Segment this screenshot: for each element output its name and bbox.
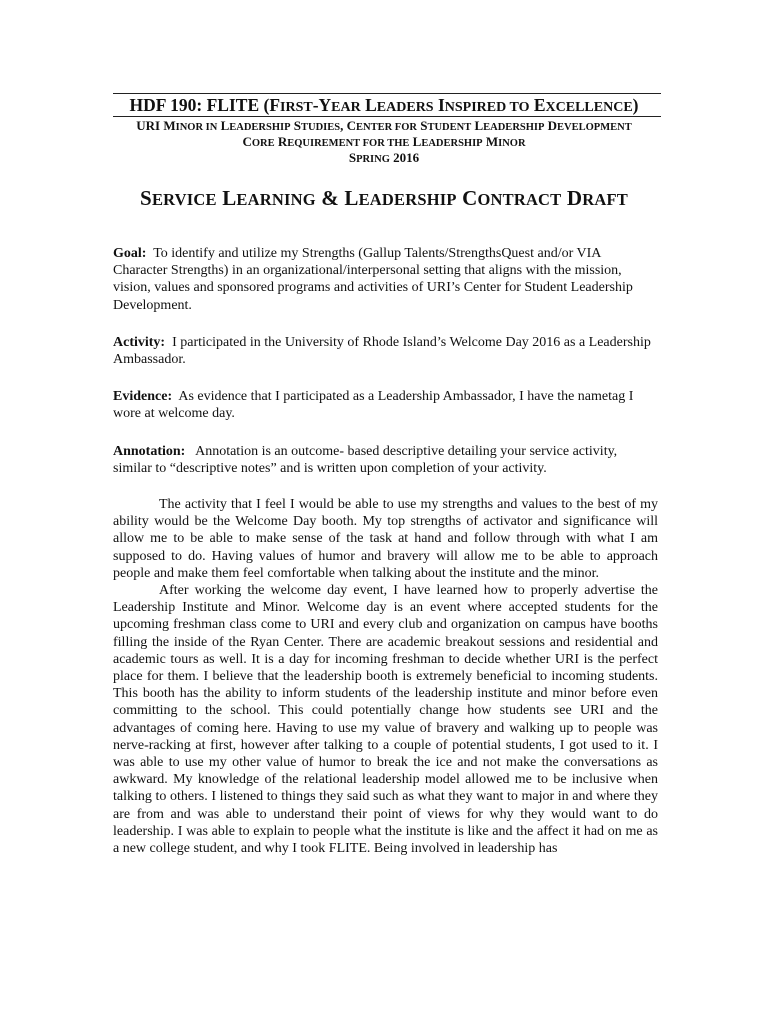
requirement-subtitle: CORE REQUIREMENT FOR THE LEADERSHIP MINOR — [242, 134, 526, 149]
activity-text: I participated in the University of Rhode Island’s Welcome Day 2016 as a Leadership Ambassador. — [113, 335, 651, 368]
document-title: SERVICE LEARNING & LEADERSHIP CONTRACT DRAFT — [140, 186, 628, 210]
program-subtitle: URI MINOR IN LEADERSHIP STUDIES, CENTER FOR STUDENT LEADERSHIP DEVELOPMENT — [136, 118, 632, 133]
goal-text: To identify and utilize my Strengths (Gallup Talents/StrengthsQuest and/or VIA Character Strengths) in an organizational/interpersonal setting that aligns with the mission, vision, values and sponsored programs and activities of URI’s Center for Student Leadership Development. — [113, 246, 633, 313]
annotation-text: Annotation is an outcome- based descriptive detailing your service activity, similar to “descriptive notes” and is written upon completion of your activity. — [113, 444, 618, 477]
course-title: HDF 190: FLITE (FIRST-YEAR LEADERS INSPIRED TO EXCELLENCE) — [129, 95, 639, 115]
header-top-rule — [113, 93, 661, 94]
essay-paragraph-1: The activity that I feel I would be able to use my strengths and values to the best of my ability would be the Welcome Day booth. My top strengths of activator and significance will allow me to be able to make sense of the task at hand and follow through with what I am supposed to do. Having values of humor and bravery will allow me to be able to approach people and make them feel comfortable when talking about the institute and the minor. — [113, 497, 658, 581]
essay-paragraph-2: After working the welcome day event, I have learned how to properly advertise the Leadership Institute and Minor. Welcome day is an event where accepted students for the upcoming freshman class come to URI and every club and organization on campus have booths filling the inside of the Ryan Center. There are academic breakout sessions and residential and academic tours as well. It is a day for incoming freshman to decide whether URI is the perfect place for them. I believe that the leadership booth is extremely beneficial to incoming students. This booth has the ability to inform students of the leadership institute and minor before even committing to the school. This could potentially change how students see URI and the advantages of coming here. Having to use my value of bravery and walking up to people was nerve-racking at first, however after talking to a couple of potential students, I got used to it. I was able to use my other value of humor to break the ice and not make the conversations as awkward. My knowledge of the relational leadership model allowed me to be inclusive when talking to others. I listened to things they said such as what they want to major in and where they are from and was able to understand their point of views for why they would want to do leadership. I was able to explain to people what the institute is like and the affect it had on me as a new college student, and why I took FLITE. Being involved in leadership has — [113, 583, 658, 857]
annotation-section — [113, 443, 658, 477]
evidence-text: As evidence that I participated as a Leadership Ambassador, I have the nametag I wore at welcome day. — [113, 389, 634, 422]
annotation-label: Annotation: — [113, 444, 186, 459]
activity-label: Activity: — [113, 335, 166, 350]
essay-body — [113, 496, 658, 857]
activity-section — [113, 334, 658, 368]
evidence-section — [113, 388, 658, 422]
header-bottom-rule — [113, 116, 661, 117]
term-subtitle: SPRING 2016 — [348, 150, 420, 165]
goal-section — [113, 245, 658, 314]
goal-label: Goal: — [113, 246, 147, 261]
evidence-label: Evidence: — [113, 389, 173, 404]
